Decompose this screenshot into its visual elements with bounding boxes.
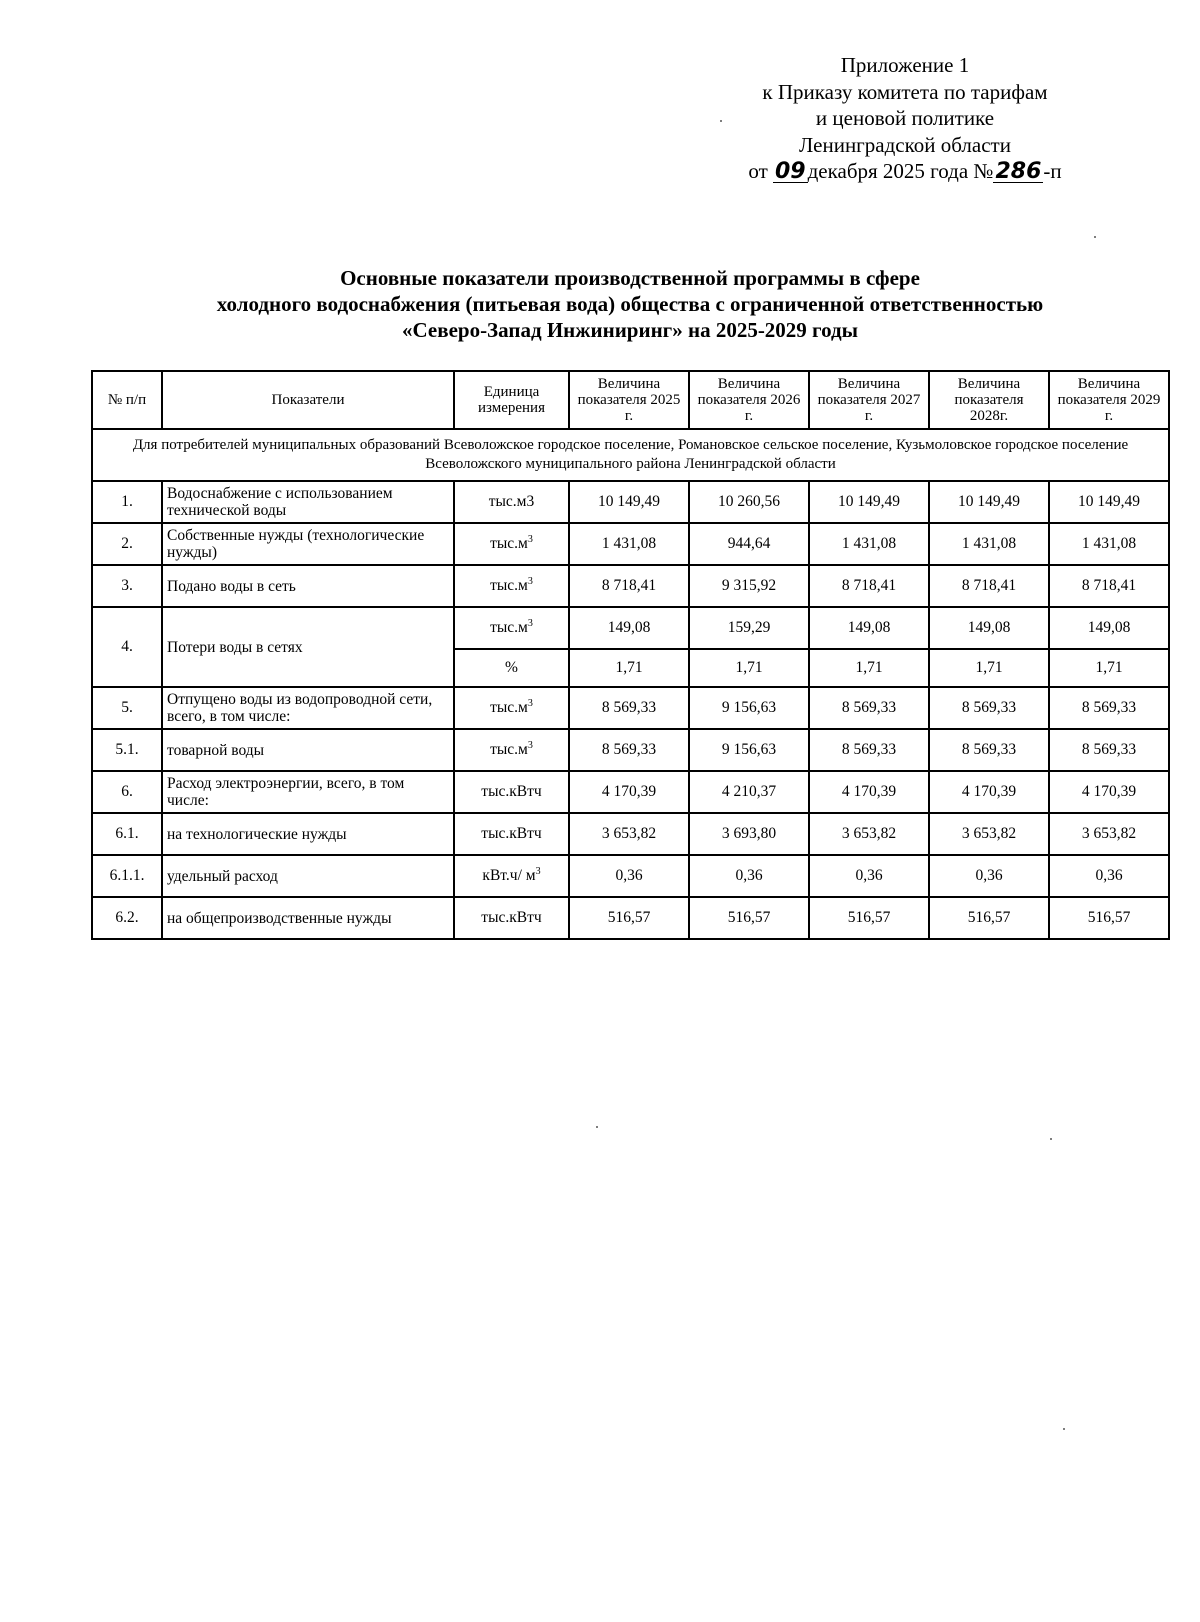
row-unit: тыс.м3: [454, 481, 569, 523]
row-value: 1,71: [809, 649, 929, 687]
annex-date-day: 09: [775, 159, 806, 184]
row-value: 516,57: [569, 897, 689, 939]
row-value: 1 431,08: [929, 523, 1049, 565]
group-row: [92, 429, 1169, 481]
row-value: 4 170,39: [1049, 771, 1169, 813]
row-value: 1,71: [689, 649, 809, 687]
row-number: 6.: [92, 771, 162, 813]
row-value: 10 149,49: [809, 481, 929, 523]
header-row: [92, 371, 1169, 429]
annex-header: [700, 52, 1110, 185]
row-value: 8 718,41: [929, 565, 1049, 607]
row-value: 3 653,82: [929, 813, 1049, 855]
unit-superscript: 3: [527, 697, 533, 709]
row-value: 8 569,33: [1049, 729, 1169, 771]
row-value: 0,36: [809, 855, 929, 897]
row-unit: $тыс.м^3$: [454, 565, 569, 607]
row-value: 3 693,80: [689, 813, 809, 855]
row-value: 8 569,33: [929, 687, 1049, 729]
row-value: 1 431,08: [809, 523, 929, 565]
header-year-2028: Величина показателя 2028г.: [929, 371, 1049, 429]
row-value: 516,57: [689, 897, 809, 939]
row-value: 3 653,82: [1049, 813, 1169, 855]
row-value: 8 569,33: [569, 687, 689, 729]
row-value: 10 149,49: [569, 481, 689, 523]
row-number: 1.: [92, 481, 162, 523]
table-row: [92, 687, 1169, 729]
row-value: 0,36: [1049, 855, 1169, 897]
row-indicator: Водоснабжение с использованием технической воды: [162, 481, 454, 523]
row-indicator: товарной воды: [162, 729, 454, 771]
annex-order-number: 286: [995, 159, 1042, 184]
annex-date-prefix: от: [748, 159, 768, 183]
row-unit: $тыс.м^3$: [454, 687, 569, 729]
row-number: 2.: [92, 523, 162, 565]
row-value: 516,57: [929, 897, 1049, 939]
row-value: 8 569,33: [569, 729, 689, 771]
row-value: 0,36: [929, 855, 1049, 897]
row-value: 149,08: [809, 607, 929, 649]
scan-speck: [1094, 236, 1096, 238]
unit-superscript: 3: [535, 865, 541, 877]
annex-date-middle: декабря 2025 года №: [807, 159, 994, 183]
table-row: [92, 855, 1169, 897]
row-indicator: на общепроизводственные нужды: [162, 897, 454, 939]
annex-line-2: к Приказу комитета по тарифам: [762, 79, 1048, 104]
table-row: [92, 607, 1169, 649]
table-row: [92, 523, 1169, 565]
row-indicator: Расход электроэнергии, всего, в том числе:: [162, 771, 454, 813]
annex-line-1: Приложение 1: [840, 53, 970, 77]
row-indicator: Собственные нужды (технологические нужды): [162, 523, 454, 565]
row-value: 10 149,49: [929, 481, 1049, 523]
row-indicator: Подано воды в сеть: [162, 565, 454, 607]
unit-superscript: 3: [527, 617, 533, 629]
row-unit: $тыс.м^3$: [454, 523, 569, 565]
row-value: 4 170,39: [569, 771, 689, 813]
row-value: 149,08: [569, 607, 689, 649]
document-title: [90, 265, 1170, 343]
row-number: 3.: [92, 565, 162, 607]
unit-superscript: 3: [527, 739, 533, 751]
row-value: 8 718,41: [1049, 565, 1169, 607]
row-value: 8 718,41: [809, 565, 929, 607]
row-number: 5.: [92, 687, 162, 729]
row-unit: кВт.ч/ $м^3$: [454, 855, 569, 897]
title-line-3: «Северо-Запад Инжиниринг» на 2025-2029 годы: [401, 318, 858, 342]
indicators-table: [91, 370, 1170, 940]
group-title: Для потребителей муниципальных образований Всеволожское городское поселение, Романовское сельское поселение, Кузьмоловское городское поселение Всеволожского муниципального района Ленинградской области: [92, 429, 1169, 481]
header-year-2025: Величина показателя 2025 г.: [569, 371, 689, 429]
table-row: [92, 771, 1169, 813]
table-row: [92, 481, 1169, 523]
row-number: 6.1.1.: [92, 855, 162, 897]
row-unit: $тыс.м^3$: [454, 729, 569, 771]
unit-superscript: 3: [527, 575, 533, 587]
row-value: 159,29: [689, 607, 809, 649]
row-value: 9 156,63: [689, 687, 809, 729]
row-unit: тыс.кВтч: [454, 897, 569, 939]
scan-speck: [596, 1126, 598, 1128]
row-value: 8 569,33: [1049, 687, 1169, 729]
row-value: 516,57: [1049, 897, 1169, 939]
header-unit: Единица измерения: [454, 371, 569, 429]
row-unit: $тыс.м^3$: [454, 607, 569, 649]
row-value: 1,71: [569, 649, 689, 687]
row-value: 9 315,92: [689, 565, 809, 607]
row-value: 1,71: [929, 649, 1049, 687]
header-year-2027: Величина показателя 2027 г.: [809, 371, 929, 429]
row-unit: тыс.кВтч: [454, 771, 569, 813]
annex-date-line: [700, 158, 1110, 185]
row-value: 4 170,39: [809, 771, 929, 813]
scan-speck: [1050, 1138, 1052, 1140]
row-value: 4 170,39: [929, 771, 1049, 813]
table-row: [92, 897, 1169, 939]
row-indicator: Отпущено воды из водопроводной сети, всего, в том числе:: [162, 687, 454, 729]
table-row: [92, 729, 1169, 771]
row-number: 6.1.: [92, 813, 162, 855]
annex-line-4: Ленинградской области: [799, 132, 1011, 157]
title-line-2: холодного водоснабжения (питьевая вода) общества с ограниченной ответственностью: [216, 292, 1044, 316]
annex-order-suffix: -п: [1043, 159, 1062, 183]
row-value: 10 149,49: [1049, 481, 1169, 523]
header-indicator: Показатели: [162, 371, 454, 429]
row-value: 0,36: [569, 855, 689, 897]
row-value: 944,64: [689, 523, 809, 565]
scan-speck: [720, 120, 722, 122]
unit-superscript: 3: [527, 533, 533, 545]
scan-speck: [1063, 1428, 1065, 1430]
row-value: 4 210,37: [689, 771, 809, 813]
row-value: 10 260,56: [689, 481, 809, 523]
title-line-1: Основные показатели производственной программы в сфере: [340, 266, 920, 290]
row-value: 3 653,82: [569, 813, 689, 855]
row-unit: тыс.кВтч: [454, 813, 569, 855]
row-value: 8 569,33: [809, 687, 929, 729]
row-value: 9 156,63: [689, 729, 809, 771]
header-year-2029: Величина показателя 2029 г.: [1049, 371, 1169, 429]
row-value: 0,36: [689, 855, 809, 897]
row-number: 4.: [92, 607, 162, 687]
header-num: № п/п: [92, 371, 162, 429]
row-indicator: Потери воды в сетях: [162, 607, 454, 687]
row-number: 5.1.: [92, 729, 162, 771]
row-indicator: на технологические нужды: [162, 813, 454, 855]
header-year-2026: Величина показателя 2026 г.: [689, 371, 809, 429]
row-unit-percent: %: [454, 649, 569, 687]
row-value: 3 653,82: [809, 813, 929, 855]
row-value: 149,08: [1049, 607, 1169, 649]
row-value: 1 431,08: [569, 523, 689, 565]
table-row: [92, 813, 1169, 855]
row-number: 6.2.: [92, 897, 162, 939]
row-indicator: удельный расход: [162, 855, 454, 897]
table-row: [92, 565, 1169, 607]
row-value: 1,71: [1049, 649, 1169, 687]
row-value: 516,57: [809, 897, 929, 939]
row-value: 8 569,33: [929, 729, 1049, 771]
row-value: 149,08: [929, 607, 1049, 649]
row-value: 1 431,08: [1049, 523, 1169, 565]
row-value: 8 569,33: [809, 729, 929, 771]
annex-line-3: и ценовой политике: [815, 106, 995, 130]
row-value: 8 718,41: [569, 565, 689, 607]
